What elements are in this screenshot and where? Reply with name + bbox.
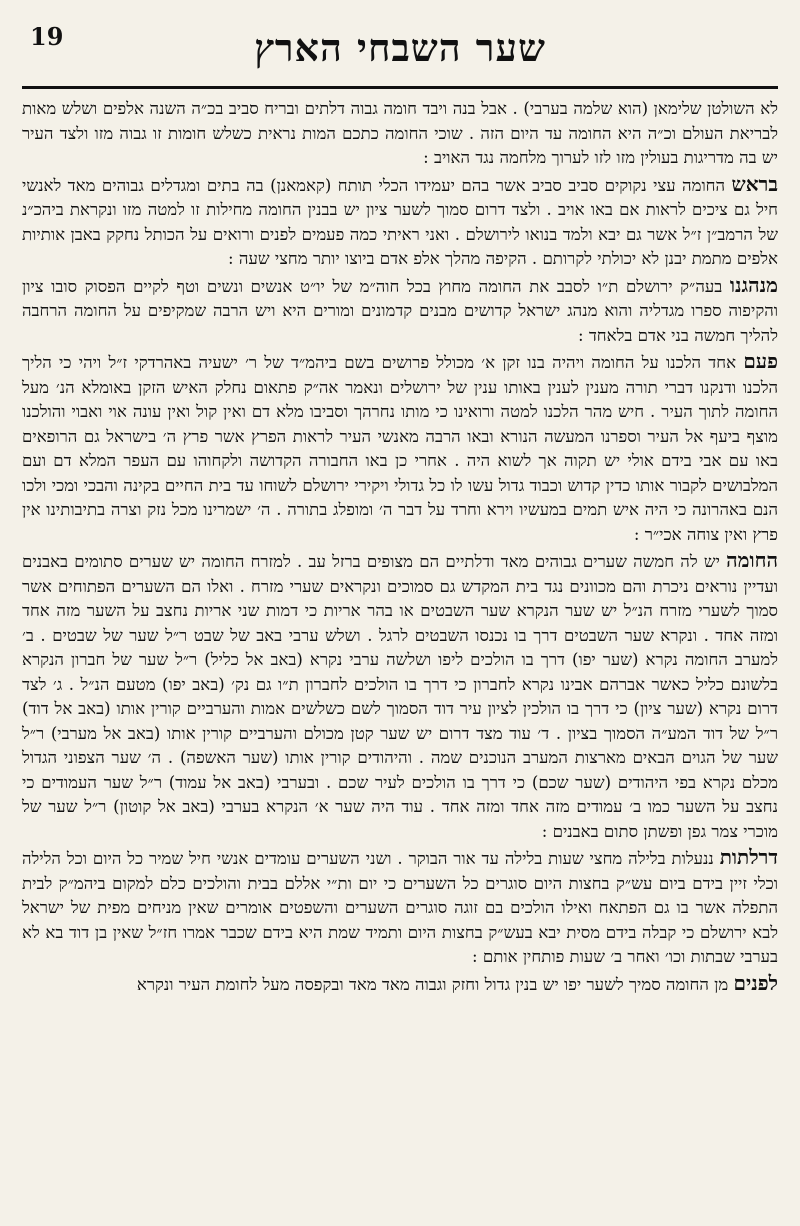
- paragraph: [22, 172, 778, 272]
- paragraph-text: אחד הלכנו על החומה ויהיה בנו זקן א׳ מכולל פרושים בשם ביהמ״ד של ר׳ ישעיה באהרדקי ז״ל ויהי כי הליך הלכנו ודנקנו דברי תורה מענין לענין באותו ענין של ירושלים ונאמר אה״ק פתאום נחלק האיש הזקן באומלא הנ׳ מעל החומה לתוך העיר . חיש מהר הלכנו למטה ורואינו כי מותו נחרהך וסביבו מלא דם ואין קול ואין עונה אוי ואבוי והולכנו מוצף ביעף אל העיר וספרנו המעשה הנורא ובאו הרבה מאנשי העיר לראות הפרץ אשר פרץ ה׳ בישראל גם הרופאים באו עם אבי בידם אולי יש תקוה אך לשוא היה . אחרי כן באו החבורה הקדושה ולקחוהו עם העפר המלא דם ועם המלבושים לקבור אותו כדין קדוש וכבוד גדול עשו לו כל גדולי ויקירי ירושלם לשוחו עד בית החיים בקינה והבכי ומכי ולכו הנם באהרונה כי היה איש תמים במעשיו וירא וחרד על דבר ה׳ ומופלג בתורה . ה׳ ישמרינו מכל נזק וצרה בתיבותינו אין פרץ ואין צוחה אכי״ר :: [22, 353, 778, 544]
- page-header: [22, 18, 778, 86]
- paragraph: [22, 349, 778, 547]
- paragraph-lead-word: החומה: [726, 548, 778, 572]
- paragraph-lead-word: בראש: [731, 171, 778, 196]
- paragraph-text: בעה״ק ירושלם ת״ו לסבב את החומה מחוץ בכל חוה״מ של יו״ט אנשים ונשים וטף לקיים הפסוק סובו ציון והקיפוה ספרו מגדליה והוא מנהג ישראל קדושים מבנים קדמונים ומורים היא ויש הרבה שמקיפים על החומה הרחבה להליך חמשה בני אדם בלאחד :: [22, 276, 778, 345]
- paragraph-lead-word: מנהגנו: [729, 272, 778, 297]
- header-rule: [22, 86, 778, 89]
- page: [22, 18, 778, 1216]
- paragraph-text: יש לה חמשה שערים גבוהים מאד ודלתיים הם מצופים ברזל עב . למזרח החומה יש שערים סתומים באבנים ועדיין נוראים ניכרת והם מכוונים נגד בית המקדש גם סמוכים ונקראים שערי מזרח . ואלו הם השערים הפתוחים אשר סמוך לשערי מזרח הנ״ל יש שער הנקרא שער השבטים או בהר אריות כי דמות שני אריות נחצב על השער מזה אחד ומזה אחד . ונקרא שער השבטים דרך בו נכנסו השבטים לרגל . ושלש ערבי באב של שבט ר״ל שער של שבטים . ב׳ למערב החומה נקרא (שער יפו) דרך בו הולכים ליפו ושלשה ערבי נקרא (באב אל כליל) ר״ל שער של חברון הנקרא בלשונם כליל כאשר אברהם אבינו נקרא לחברון כי דרך בו הולכים לחברון ת״ו גם נק׳ (באב יפו) מטעם הנ״ל . ג׳ לצד דרום נקרא (שער ציון) כי דרך בו הולכין לציון עיר דוד הסמוך לשם כשלשים אמות והערביים קורין אותו (באב אל דוד) ר״ל של דוד המע״ה הסמוך בציון . ד׳ עוד מצד דרום יש שער קטן מכולם והערביים קורין אותו (באב אל מערבי) ר״ל שער של הגוים הבאים מארצות המערב הנוכנים שמה . והיהודים קורין אותו (שער האשפה) . ה׳ שער הצפוני הגדול מכלם נקרא בפי היהודים (שער שכם) כי דרך בו הולכים לעיר שכם . ובערבי (באב אל עמוד) ר״ל שער העמודים כי נחצב על השער כמו ב׳ עמודים מזה אחד ומזה אחד . עוד היה שער א׳ הנקרא בערבי (באב אל קוטון) ר״ל שער של מוכרי צמר גפן ופשתן סתום באבנים :: [22, 552, 778, 841]
- paragraph-text: ננעלות בלילה מחצי שעות בלילה עד אור הבוקר . ושני השערים עומדים אנשי חיל שמיר כל היום וכל הלילה וכלי זיין בידם ביום עש״ק בחצות היום סוגרים כל השערים כי יום ות״י אללם בבית והולכים כלם למקום ביהמ״ק לבית התפלה אשר בו גם הפתאח ואילו הולכים בם זוגה סוגרים השערים והשפטים אומרים שאין מניחים מפית של ישראל לבא ירושלם כי קבלה בידם מסית יבא בעש״ק בחצות היום ותמיד שמת היא בידם שכבר אמרו חז״ל שאין בן דוד בא לא בערבי שבתות וכו׳ ואחר ב׳ שעות פותחין אותם :: [22, 849, 778, 966]
- paragraph-text: החומה עצי נקוקים סביב סביב אשר בהם יעמידו הכלי תותח (קאמאנן) בה בתים ומגדלים גבוהים מאד לאנשי חיל גם ציכים לראות אם באו אויב . ולצד דרום סמוך לשער ציון יש בבנין החומה מחילות זו למטה מזו ונקראת ביהכ״נ של הרמב״ן ז״ל אשר גם יבא ולמד בנואו לירושלם . ואני ראיתי כמה פעמים לפנים ורואים על הכותל נחקק באבן אותיות אלפים מתמת יבנן לא יכולתי לקרותם . הקיפה מהלך אלפ אדם ביוצו יותר מחצי שעה :: [22, 175, 778, 268]
- paragraph-text: לא השולטן שלימאן (הוא שלמה בערבי) . אבל בנה ויבד חומה גבוה דלתים ובריח סביב בכ״ה השנה אלפים ושלש מאות לבריאת העולם וכ״ה היא החומה עד היום הזה . שוכי החומה כתכם המות נראית כשלש חומות זו גבוה מזו ולצד העיר יש בה מדריגות בעולין מזו לזו לערוך מלחמה נגד האויב :: [22, 99, 778, 167]
- page-number: 19: [30, 22, 64, 51]
- paragraph: [22, 845, 778, 970]
- paragraph: [22, 548, 778, 844]
- paragraph: [22, 273, 778, 349]
- paragraph-lead-word: פעם: [743, 349, 778, 373]
- paragraph-text: מן החומה סמיך לשער יפו יש בנין גדול וחזק וגבוה מאד מאד ובקפסה מעל לחומת העיר ונקרא: [136, 974, 729, 994]
- running-title: שער השבחי הארץ: [254, 25, 546, 70]
- paragraph: [22, 97, 778, 171]
- paragraph-lead-word: לפנים: [733, 970, 778, 995]
- paragraph: [22, 971, 778, 998]
- paragraph-lead-word: דרלתות: [719, 845, 778, 869]
- body-text: [22, 97, 778, 997]
